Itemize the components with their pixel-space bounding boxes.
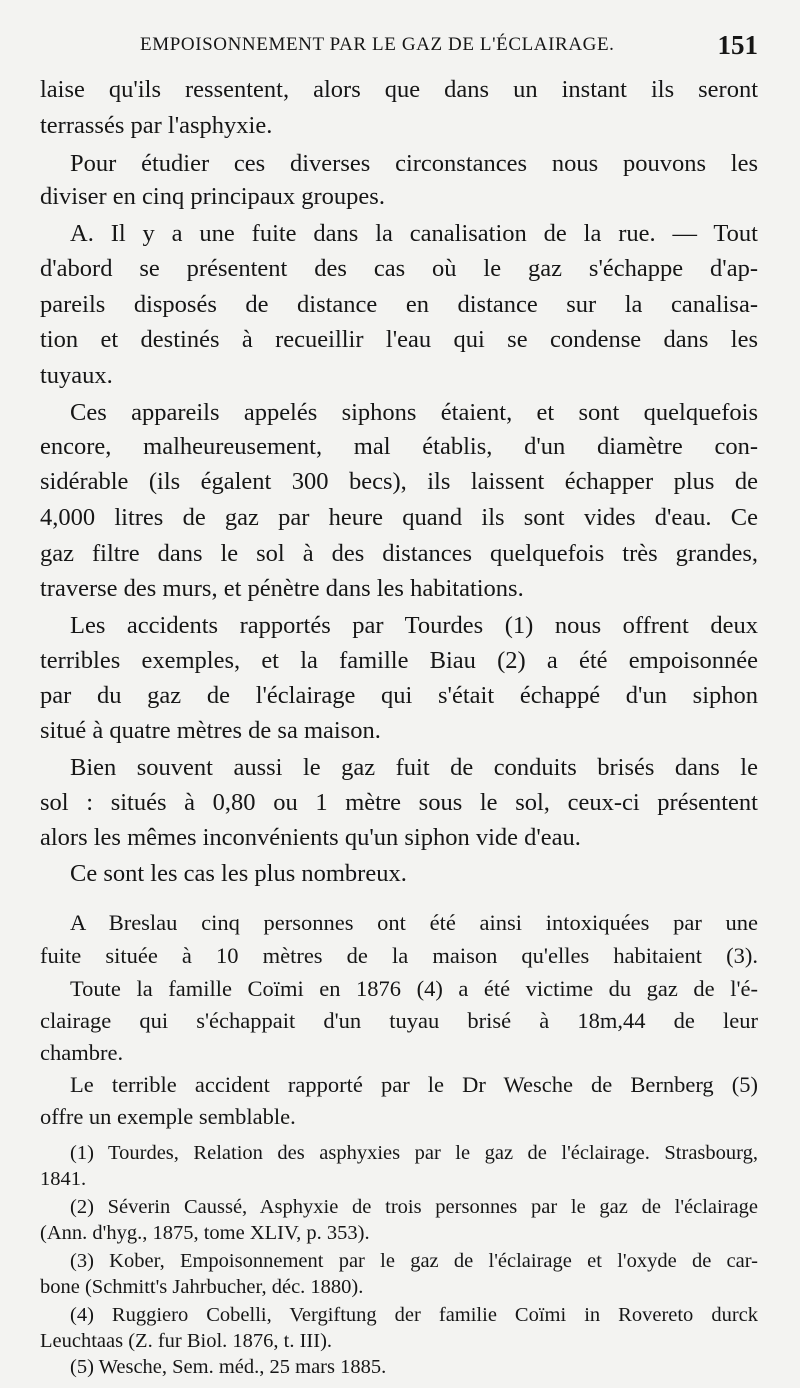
- body-line: alors les mêmes inconvénients qu'un siphon vide d'eau.: [40, 824, 581, 851]
- body-line: sol : situés à 0,80 ou 1 mètre sous le sol, ceux-ci présentent: [40, 789, 758, 816]
- small-text-line: clairage qui s'échappait d'un tuyau brisé à 18m,44 de leur: [40, 1008, 758, 1033]
- footnote-line: (Ann. d'hyg., 1875, tome XLIV, p. 353).: [40, 1222, 370, 1244]
- footnote-line: (1) Tourdes, Relation des asphyxies par le gaz de l'éclairage. Strasbourg,: [70, 1142, 758, 1164]
- body-line: 4,000 litres de gaz par heure quand ils sont vides d'eau. Ce: [40, 504, 758, 531]
- body-line: Les accidents rapportés par Tourdes (1) nous offrent deux: [70, 612, 758, 639]
- small-text-line: chambre.: [40, 1040, 124, 1065]
- body-line: Ce sont les cas les plus nombreux.: [70, 860, 407, 887]
- footnote-line: 1841.: [40, 1168, 87, 1190]
- body-line: traverse des murs, et pénètre dans les habitations.: [40, 575, 524, 602]
- running-title: EMPOISONNEMENT PAR LE GAZ DE L'ÉCLAIRAGE.: [140, 34, 615, 55]
- body-line: terrassés par l'asphyxie.: [40, 112, 273, 139]
- body-line: tion et destinés à recueillir l'eau qui se condense dans les: [40, 326, 758, 353]
- body-line: laise qu'ils ressentent, alors que dans un instant ils seront: [40, 76, 758, 103]
- body-line: sidérable (ils égalent 300 becs), ils laissent échapper plus de: [40, 468, 758, 495]
- footnote-line: (3) Kober, Empoisonnement par le gaz de l'éclairage et l'oxyde de car-: [70, 1250, 758, 1272]
- body-line: Ces appareils appelés siphons étaient, et sont quelquefois: [70, 399, 758, 426]
- page-number: 151: [717, 30, 758, 60]
- footnote-line: (4) Ruggiero Cobelli, Vergiftung der familie Coïmi in Rovereto durck: [70, 1304, 758, 1326]
- small-text-line: Le terrible accident rapporté par le Dr Wesche de Bernberg (5): [70, 1072, 758, 1097]
- body-line: terribles exemples, et la famille Biau (2) a été empoisonnée: [40, 647, 758, 674]
- footnote-line: Leuchtaas (Z. fur Biol. 1876, t. III).: [40, 1330, 333, 1352]
- footnote-line: (5) Wesche, Sem. méd., 25 mars 1885.: [70, 1356, 387, 1378]
- footnote-line: bone (Schmitt's Jahrbucher, déc. 1880).: [40, 1276, 364, 1298]
- body-line: diviser en cinq principaux groupes.: [40, 183, 385, 210]
- body-line: Bien souvent aussi le gaz fuit de conduits brisés dans le: [70, 754, 758, 781]
- body-line: gaz filtre dans le sol à des distances quelquefois très grandes,: [40, 540, 758, 567]
- body-line: pareils disposés de distance en distance sur la canalisa-: [40, 291, 758, 318]
- body-line: Pour étudier ces diverses circonstances nous pouvons les: [70, 150, 758, 177]
- page-header: [40, 30, 758, 60]
- body-line: A. Il y a une fuite dans la canalisation de la rue. — Tout: [70, 220, 758, 247]
- small-text-line: fuite située à 10 mètres de la maison qu'elles habitaient (3).: [40, 943, 758, 968]
- small-text-line: offre un exemple semblable.: [40, 1104, 296, 1129]
- body-line: d'abord se présentent des cas où le gaz s'échappe d'ap-: [40, 255, 758, 282]
- small-text-line: A Breslau cinq personnes ont été ainsi intoxiquées par une: [70, 910, 758, 935]
- body-line: encore, malheureusement, mal établis, d'un diamètre con-: [40, 433, 758, 460]
- body-line: tuyaux.: [40, 362, 113, 389]
- small-text-line: Toute la famille Coïmi en 1876 (4) a été victime du gaz de l'é-: [70, 976, 758, 1001]
- body-line: situé à quatre mètres de sa maison.: [40, 717, 381, 744]
- footnote-line: (2) Séverin Caussé, Asphyxie de trois personnes par le gaz de l'éclairage: [70, 1196, 758, 1218]
- body-line: par du gaz de l'éclairage qui s'était échappé d'un siphon: [40, 682, 758, 709]
